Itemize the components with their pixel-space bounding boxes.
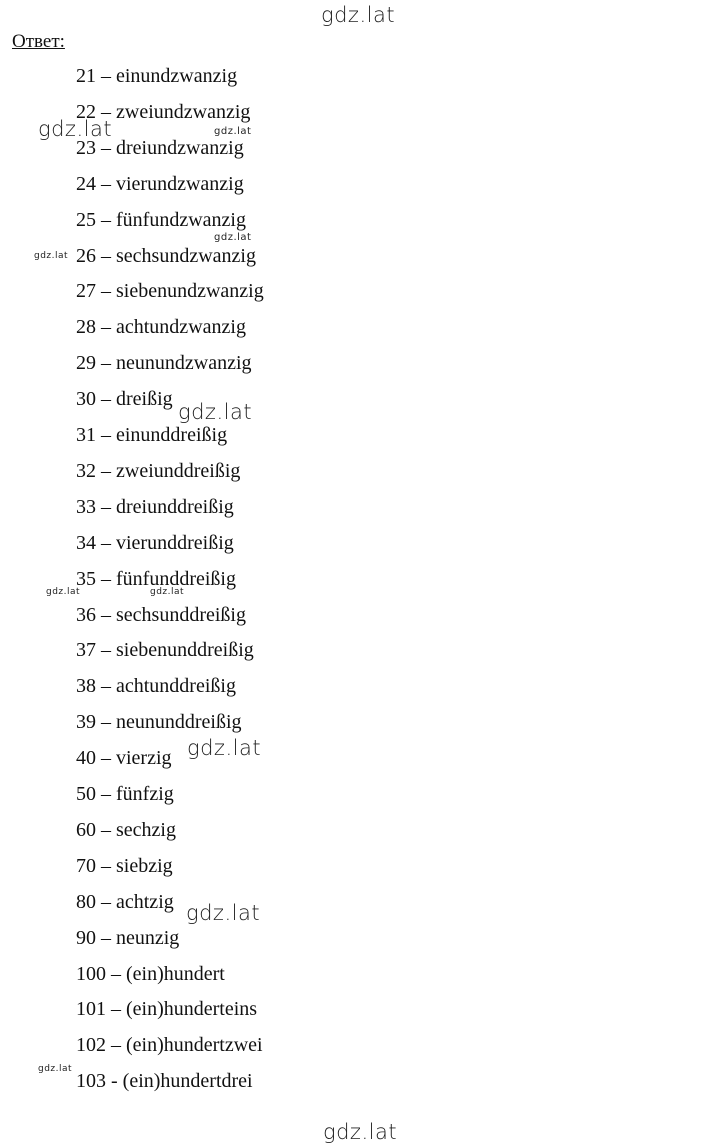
number-row: 40 – vierzig <box>76 747 172 770</box>
watermark-top: gdz.lat <box>321 3 396 27</box>
number-row: 100 – (ein)hundert <box>76 962 225 985</box>
number-row: 90 – neunzig <box>76 926 180 949</box>
number-row: 102 – (ein)hundertzwei <box>76 1034 263 1057</box>
number-row: 103 - (ein)hundertdrei <box>76 1070 253 1093</box>
watermark: gdz.lat <box>150 587 185 597</box>
watermark: gdz.lat <box>38 1064 73 1074</box>
number-row: 34 – vierunddreißig <box>76 531 234 554</box>
number-row: 26 – sechsundzwanzig <box>76 244 256 267</box>
number-row: 30 – dreißig <box>76 388 173 411</box>
number-row: 23 – dreiundzwanzig <box>76 136 244 159</box>
number-row: 38 – achtunddreißig <box>76 675 236 698</box>
number-row: 33 – dreiunddreißig <box>76 495 234 518</box>
number-row: 21 – einundzwanzig <box>76 65 238 87</box>
number-row: 22 – zweiundzwanzig <box>76 100 251 123</box>
watermark: gdz.lat <box>46 587 81 597</box>
answer-label: Ответ: <box>12 31 65 52</box>
watermark: gdz.lat <box>214 126 252 137</box>
watermark: gdz.lat <box>178 400 253 424</box>
number-row: 80 – achtzig <box>76 890 174 913</box>
number-row: 37 – siebenunddreißig <box>76 639 254 662</box>
number-row: 24 – vierundzwanzig <box>76 172 244 195</box>
number-row: 70 – siebzig <box>76 854 173 877</box>
watermark: gdz.lat <box>38 117 113 141</box>
number-row: 39 – neununddreißig <box>76 711 242 734</box>
watermark: gdz.lat <box>214 232 252 243</box>
watermark: gdz.lat <box>186 901 261 925</box>
number-row: 101 – (ein)hunderteins <box>76 998 258 1021</box>
number-row: 27 – siebenundzwanzig <box>76 280 264 303</box>
number-row: 32 – zweiunddreißig <box>76 459 241 482</box>
watermark: gdz.lat <box>34 251 69 261</box>
watermark: gdz.lat <box>187 736 262 760</box>
number-row: 25 – fünfundzwanzig <box>76 208 246 231</box>
number-row: 60 – sechzig <box>76 818 176 841</box>
watermark-bottom: gdz.lat <box>323 1120 398 1144</box>
number-row: 31 – einunddreißig <box>76 424 228 446</box>
number-row: 28 – achtundzwanzig <box>76 316 246 339</box>
number-row: 50 – fünfzig <box>76 783 174 805</box>
number-row: 35 – fünfunddreißig <box>76 567 236 590</box>
number-row: 36 – sechsunddreißig <box>76 603 246 626</box>
number-row: 29 – neunundzwanzig <box>76 352 252 375</box>
